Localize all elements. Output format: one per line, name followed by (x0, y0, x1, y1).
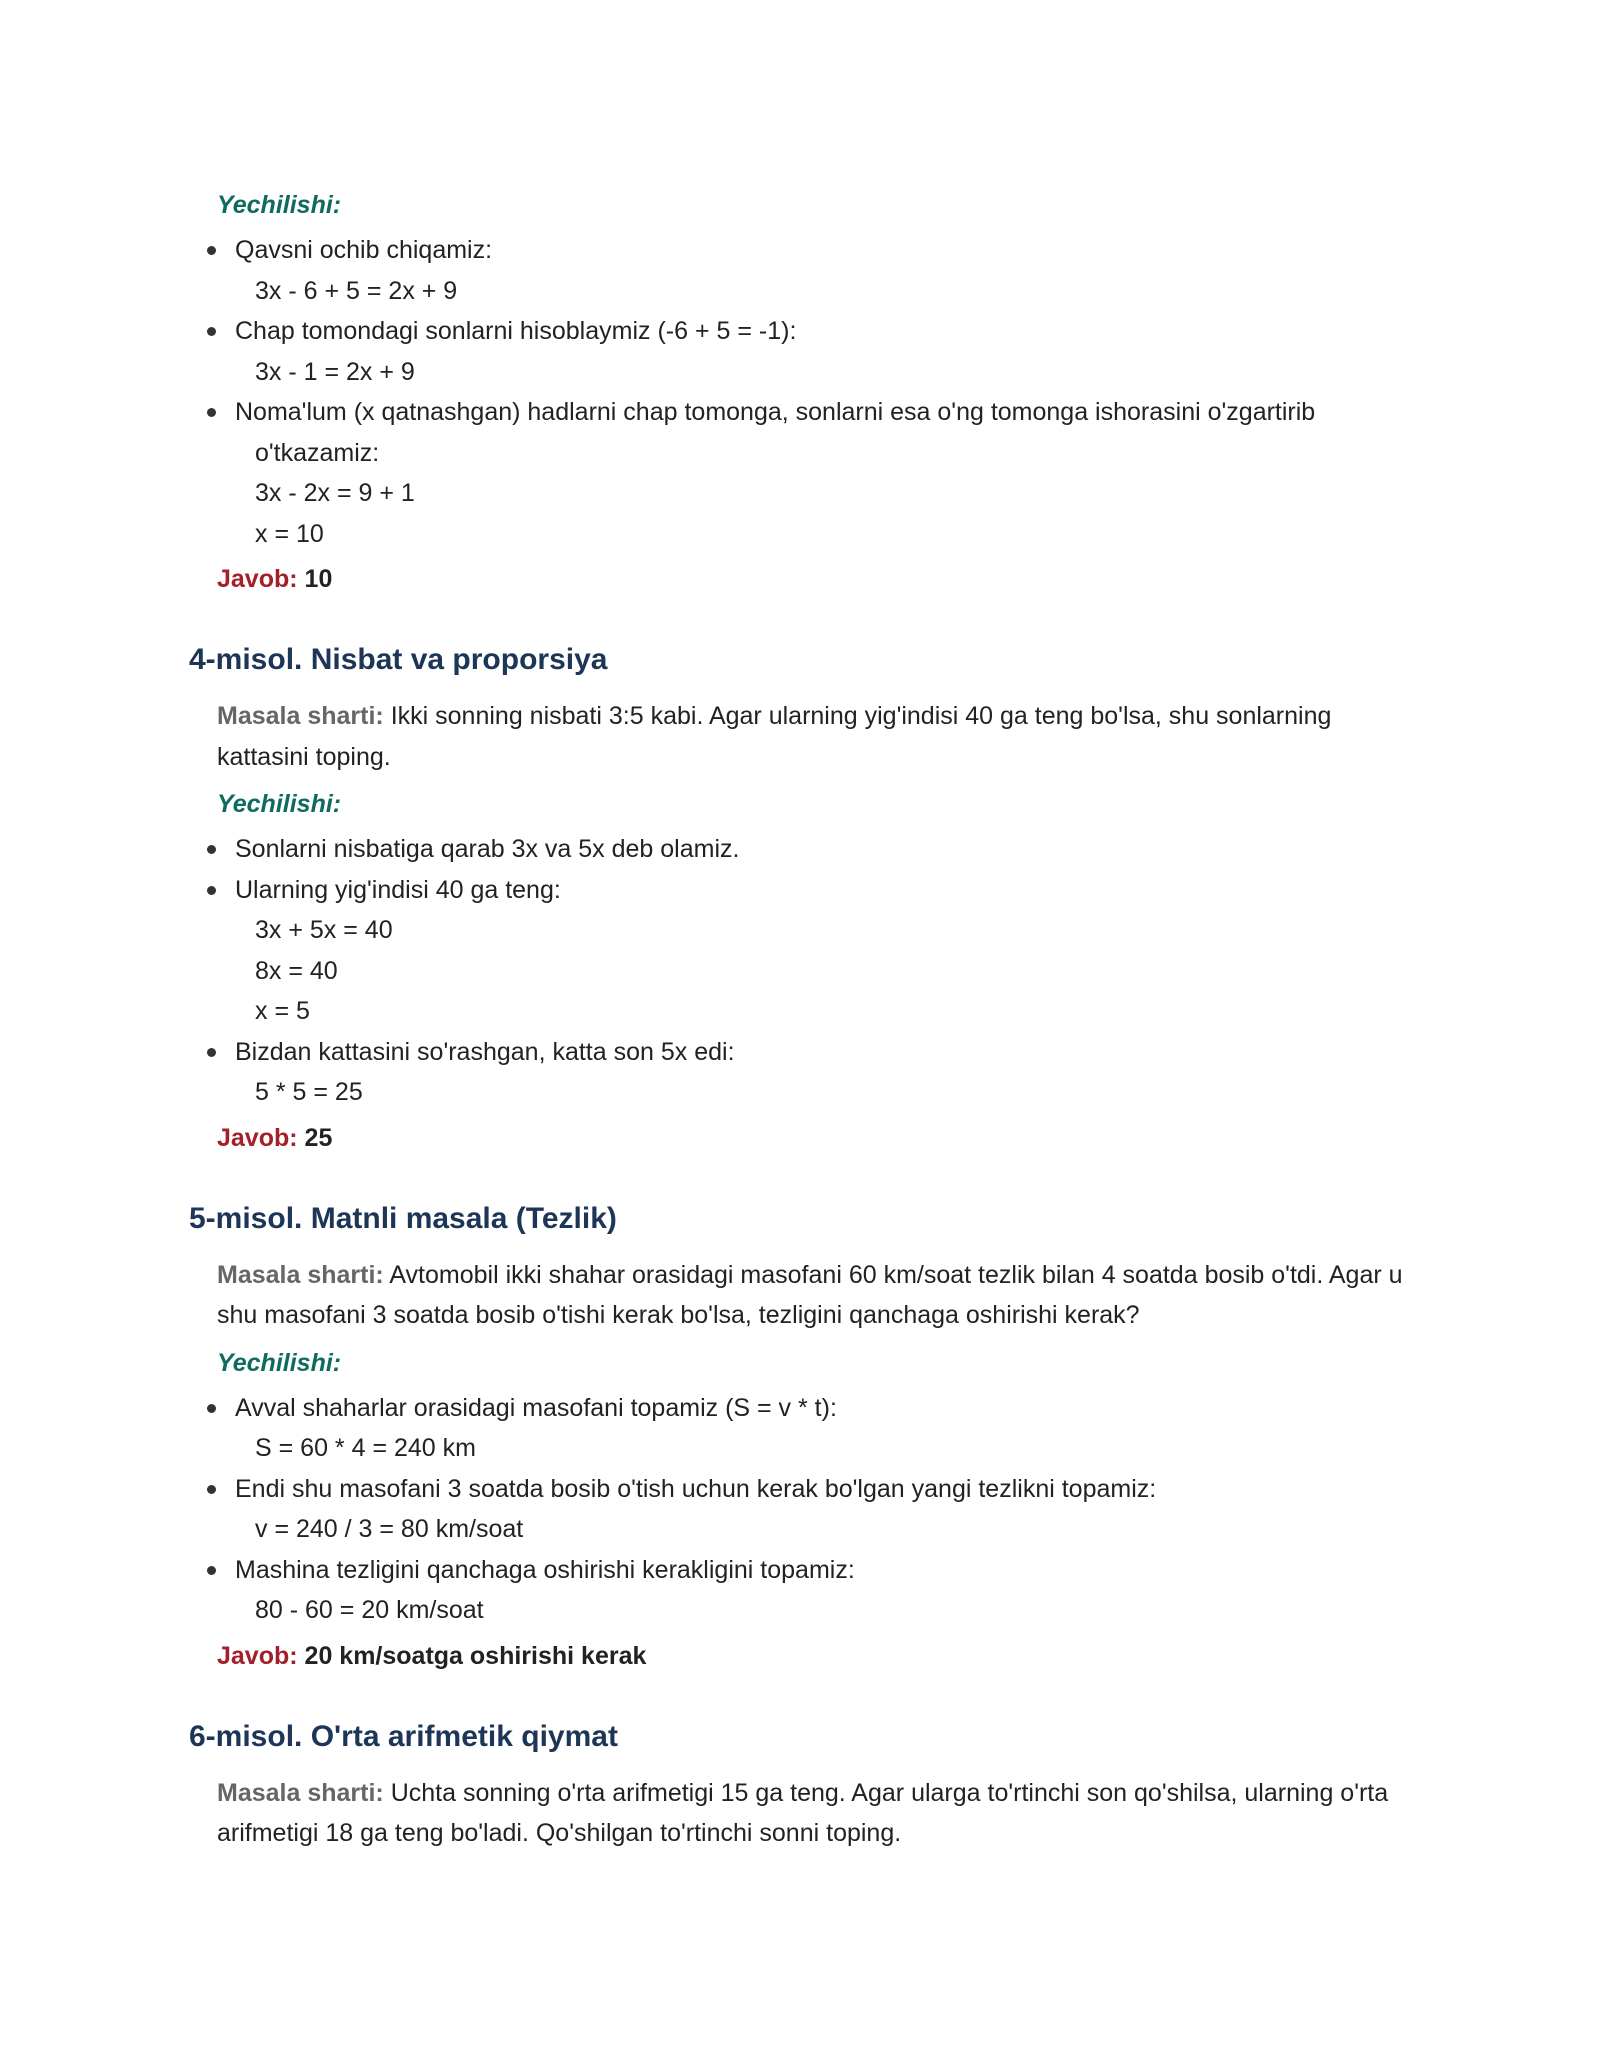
solution-label: Yechilishi: (217, 1348, 342, 1377)
answer-value: 10 (304, 565, 333, 593)
bullet-icon (207, 327, 216, 336)
step-text: Qavsni ochib chiqamiz: (235, 236, 493, 264)
example-section (189, 638, 1429, 1157)
step-text: Endi shu masofani 3 soatda bosib o'tish uchun kerak bo'lgan yangi tezlikni topamiz: (235, 1474, 1157, 1503)
step-text: Avval shaharlar orasidagi masofani topamiz (S = v * t): (235, 1393, 837, 1422)
answer-value: 25 (304, 1123, 333, 1152)
problem-text: Uchta sonning o'rta arifmetigi 15 ga teng. Agar ularga to'rtinchi son qo'shilsa, ularning o'rta arifmetigi 18 ga teng bo'ladi. Qo'shilgan to'rtinchi sonni toping. (217, 1778, 1389, 1847)
solution-label: Yechilishi: (217, 790, 342, 818)
step-text: Bizdan kattasini so'rashgan, katta son 5x edi: (235, 1037, 735, 1066)
bullet-icon (207, 246, 216, 255)
document-content (189, 186, 1429, 1862)
solution-step (189, 870, 1429, 1032)
problem-statement (217, 696, 1429, 777)
answer-value: 20 km/soatga oshirishi kerak (304, 1641, 647, 1670)
solution-steps (189, 829, 1429, 1113)
example-title: 6-misol. O'rta arifmetik qiymat (189, 1719, 618, 1753)
step-text: Noma'lum (x qatnashgan) hadlarni chap tomonga, sonlarni esa o'ng tomonga ishorasini o'zgartirib (235, 398, 1316, 426)
example-title: 5-misol. Matnli masala (Tezlik) (189, 1201, 617, 1235)
solution-steps (189, 1388, 1429, 1631)
answer-line (217, 560, 1429, 598)
step-text: Ularning yig'indisi 40 ga teng: (235, 875, 561, 904)
equation: 3x - 1 = 2x + 9 (255, 357, 415, 386)
step-text: Chap tomondagi sonlarni hisoblaymiz (-6 + 5 = -1): (235, 317, 797, 345)
bullet-icon (207, 1404, 216, 1413)
bullet-icon (207, 1485, 216, 1494)
answer-label: Javob: (217, 565, 298, 593)
solution-step (189, 1550, 1429, 1631)
step-text: Sonlarni nisbatiga qarab 3x va 5x deb olamiz. (235, 835, 740, 863)
solution-step (189, 311, 1429, 392)
answer-label: Javob: (217, 1641, 298, 1670)
solution-step (189, 1469, 1429, 1550)
equation: 3x - 6 + 5 = 2x + 9 (255, 276, 458, 305)
bullet-icon (207, 1048, 216, 1057)
solution-step (189, 230, 1429, 311)
bullet-icon (207, 1566, 216, 1575)
solution-step (189, 829, 1429, 870)
solution-step (189, 392, 1429, 554)
answer-line (217, 1637, 1429, 1675)
solution-block (189, 186, 1429, 598)
bullet-icon (207, 886, 216, 895)
equation: x = 5 (255, 997, 310, 1025)
example-section (189, 1715, 1429, 1854)
problem-label: Masala sharti: (217, 1260, 384, 1289)
equation: x = 10 (255, 519, 324, 548)
equation: 3x + 5x = 40 (255, 916, 393, 944)
solution-label: Yechilishi: (217, 191, 342, 219)
equation: S = 60 * 4 = 240 km (255, 1434, 476, 1462)
solution-step (189, 1032, 1429, 1113)
solution-step (189, 1388, 1429, 1469)
problem-text: Ikki sonning nisbati 3:5 kabi. Agar ularning yig'indisi 40 ga teng bo'lsa, shu sonlarning kattasini toping. (217, 702, 1332, 771)
problem-label: Masala sharti: (217, 702, 384, 730)
solution-steps (189, 230, 1429, 554)
answer-line (217, 1119, 1429, 1157)
problem-text: Avtomobil ikki shahar orasidagi masofani 60 km/soat tezlik bilan 4 soatda bosib o'tdi. Agar u shu masofani 3 soatda bosib o'tishi kerak bo'lsa, tezligini qanchaga oshirishi kerak? (217, 1260, 1403, 1329)
equation: 8x = 40 (255, 956, 338, 985)
bullet-icon (207, 408, 216, 417)
problem-statement (217, 1255, 1429, 1336)
example-section (189, 1197, 1429, 1675)
step-text-continuation: o'tkazamiz: (255, 438, 380, 467)
bullet-icon (207, 845, 216, 854)
example-title: 4-misol. Nisbat va proporsiya (189, 643, 608, 676)
equation: v = 240 / 3 = 80 km/soat (255, 1515, 524, 1543)
step-text: Mashina tezligini qanchaga oshirishi kerakligini topamiz: (235, 1555, 855, 1584)
equation: 5 * 5 = 25 (255, 1078, 363, 1106)
problem-label: Masala sharti: (217, 1778, 384, 1807)
answer-label: Javob: (217, 1123, 298, 1152)
problem-statement (217, 1773, 1429, 1854)
equation: 80 - 60 = 20 km/soat (255, 1596, 484, 1624)
equation: 3x - 2x = 9 + 1 (255, 479, 415, 507)
